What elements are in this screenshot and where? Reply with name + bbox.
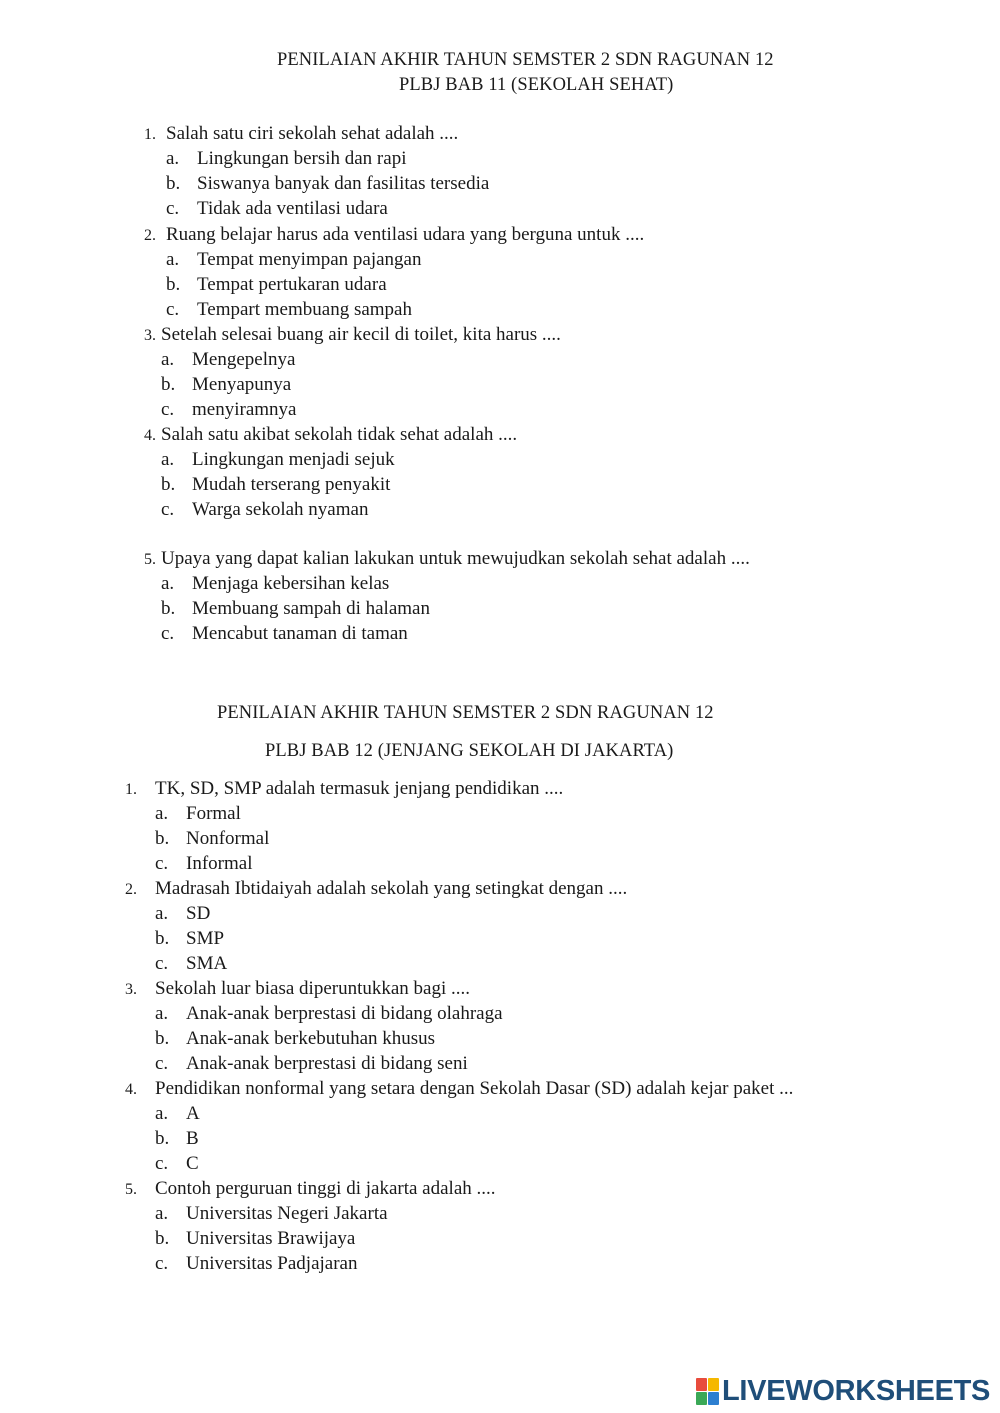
option-text: Lingkungan menjadi sejuk bbox=[192, 449, 395, 470]
option-letter: b. bbox=[166, 274, 181, 295]
question-text: Ruang belajar harus ada ventilasi udara yang berguna untuk .... bbox=[166, 224, 645, 245]
question-number: 5. bbox=[144, 551, 156, 568]
option-text: Anak-anak berprestasi di bidang seni bbox=[186, 1053, 468, 1074]
option-letter: a. bbox=[166, 148, 180, 169]
question-number: 4. bbox=[144, 427, 156, 444]
option-text: Tempat menyimpan pajangan bbox=[197, 249, 422, 270]
option-text: Universitas Brawijaya bbox=[186, 1228, 356, 1249]
question-number: 2. bbox=[144, 227, 156, 244]
option-text: B bbox=[186, 1128, 199, 1149]
option-text: Menyapunya bbox=[192, 374, 292, 395]
option-text: Universitas Padjajaran bbox=[186, 1253, 358, 1274]
option-letter: a. bbox=[155, 1103, 169, 1124]
option-text: Siswanya banyak dan fasilitas tersedia bbox=[197, 173, 490, 194]
option-text: Membuang sampah di halaman bbox=[192, 598, 430, 619]
option-text: Anak-anak berkebutuhan khusus bbox=[186, 1028, 436, 1049]
question-text: Pendidikan nonformal yang setara dengan Sekolah Dasar (SD) adalah kejar paket ... bbox=[155, 1078, 794, 1099]
option-text: SD bbox=[186, 903, 211, 924]
logo-square bbox=[696, 1378, 707, 1391]
option-text: SMA bbox=[186, 953, 228, 974]
question-text: TK, SD, SMP adalah termasuk jenjang pendidikan .... bbox=[155, 778, 564, 799]
option-letter: a. bbox=[166, 249, 180, 270]
question-number: 3. bbox=[125, 981, 137, 998]
option-letter: c. bbox=[155, 853, 169, 874]
option-letter: a. bbox=[155, 1203, 169, 1224]
question-number: 1. bbox=[125, 781, 137, 798]
option-text: menyiramnya bbox=[192, 399, 297, 420]
option-letter: c. bbox=[155, 1053, 169, 1074]
option-letter: c. bbox=[155, 953, 169, 974]
option-letter: c. bbox=[161, 623, 175, 644]
question-text: Salah satu ciri sekolah sehat adalah .... bbox=[166, 123, 459, 144]
option-text: Mencabut tanaman di taman bbox=[192, 623, 408, 644]
option-letter: c. bbox=[155, 1153, 169, 1174]
option-letter: b. bbox=[161, 474, 176, 495]
logo-square bbox=[708, 1392, 719, 1405]
option-text: Lingkungan bersih dan rapi bbox=[197, 148, 407, 169]
section1-title-line2: PLBJ BAB 11 (SEKOLAH SEHAT) bbox=[399, 75, 674, 95]
option-letter: a. bbox=[161, 573, 175, 594]
question-text: Sekolah luar biasa diperuntukkan bagi .... bbox=[155, 978, 471, 999]
option-text: Mudah terserang penyakit bbox=[192, 474, 391, 495]
section1-title-line1: PENILAIAN AKHIR TAHUN SEMSTER 2 SDN RAGUNAN 12 bbox=[277, 50, 774, 70]
question-number: 5. bbox=[125, 1181, 137, 1198]
option-text: Universitas Negeri Jakarta bbox=[186, 1203, 388, 1224]
question-text: Madrasah Ibtidaiyah adalah sekolah yang setingkat dengan .... bbox=[155, 878, 628, 899]
option-text: Tidak ada ventilasi udara bbox=[197, 198, 388, 219]
option-letter: a. bbox=[155, 1003, 169, 1024]
question-number: 4. bbox=[125, 1081, 137, 1098]
option-text: Menjaga kebersihan kelas bbox=[192, 573, 390, 594]
logo-square bbox=[696, 1392, 707, 1405]
option-letter: c. bbox=[166, 299, 180, 320]
option-letter: c. bbox=[161, 399, 175, 420]
question-number: 1. bbox=[144, 126, 156, 143]
option-letter: a. bbox=[155, 903, 169, 924]
option-letter: c. bbox=[161, 499, 175, 520]
option-text: Tempart membuang sampah bbox=[197, 299, 412, 320]
question-text: Salah satu akibat sekolah tidak sehat adalah .... bbox=[161, 424, 518, 445]
question-number: 3. bbox=[144, 327, 156, 344]
liveworksheets-wordmark: LIVEWORKSHEETS bbox=[722, 1374, 991, 1407]
section2-title-line2: PLBJ BAB 12 (JENJANG SEKOLAH DI JAKARTA) bbox=[265, 741, 674, 761]
option-text: A bbox=[186, 1103, 200, 1124]
question-text: Upaya yang dapat kalian lakukan untuk mewujudkan sekolah sehat adalah .... bbox=[161, 548, 750, 569]
option-text: Formal bbox=[186, 803, 241, 824]
option-letter: b. bbox=[155, 928, 170, 949]
option-text: Tempat pertukaran udara bbox=[197, 274, 387, 295]
option-letter: c. bbox=[155, 1253, 169, 1274]
liveworksheets-logo bbox=[696, 1376, 990, 1406]
option-text: C bbox=[186, 1153, 199, 1174]
option-text: Nonformal bbox=[186, 828, 270, 849]
question-text: Setelah selesai buang air kecil di toilet, kita harus .... bbox=[161, 324, 561, 345]
option-letter: b. bbox=[155, 1128, 170, 1149]
option-text: Warga sekolah nyaman bbox=[192, 499, 369, 520]
section2-title-line1: PENILAIAN AKHIR TAHUN SEMSTER 2 SDN RAGUNAN 12 bbox=[217, 703, 714, 723]
option-letter: b. bbox=[155, 828, 170, 849]
logo-square bbox=[708, 1378, 719, 1391]
option-letter: c. bbox=[166, 198, 180, 219]
option-letter: b. bbox=[155, 1028, 170, 1049]
option-letter: b. bbox=[161, 374, 176, 395]
option-letter: b. bbox=[166, 173, 181, 194]
option-text: Informal bbox=[186, 853, 253, 874]
liveworksheets-mark-icon bbox=[696, 1378, 719, 1405]
option-text: Anak-anak berprestasi di bidang olahraga bbox=[186, 1003, 503, 1024]
option-text: SMP bbox=[186, 928, 225, 949]
question-text: Contoh perguruan tinggi di jakarta adalah .... bbox=[155, 1178, 496, 1199]
option-text: Mengepelnya bbox=[192, 349, 296, 370]
option-letter: a. bbox=[161, 349, 175, 370]
option-letter: a. bbox=[161, 449, 175, 470]
option-letter: a. bbox=[155, 803, 169, 824]
question-number: 2. bbox=[125, 881, 137, 898]
option-letter: b. bbox=[155, 1228, 170, 1249]
option-letter: b. bbox=[161, 598, 176, 619]
